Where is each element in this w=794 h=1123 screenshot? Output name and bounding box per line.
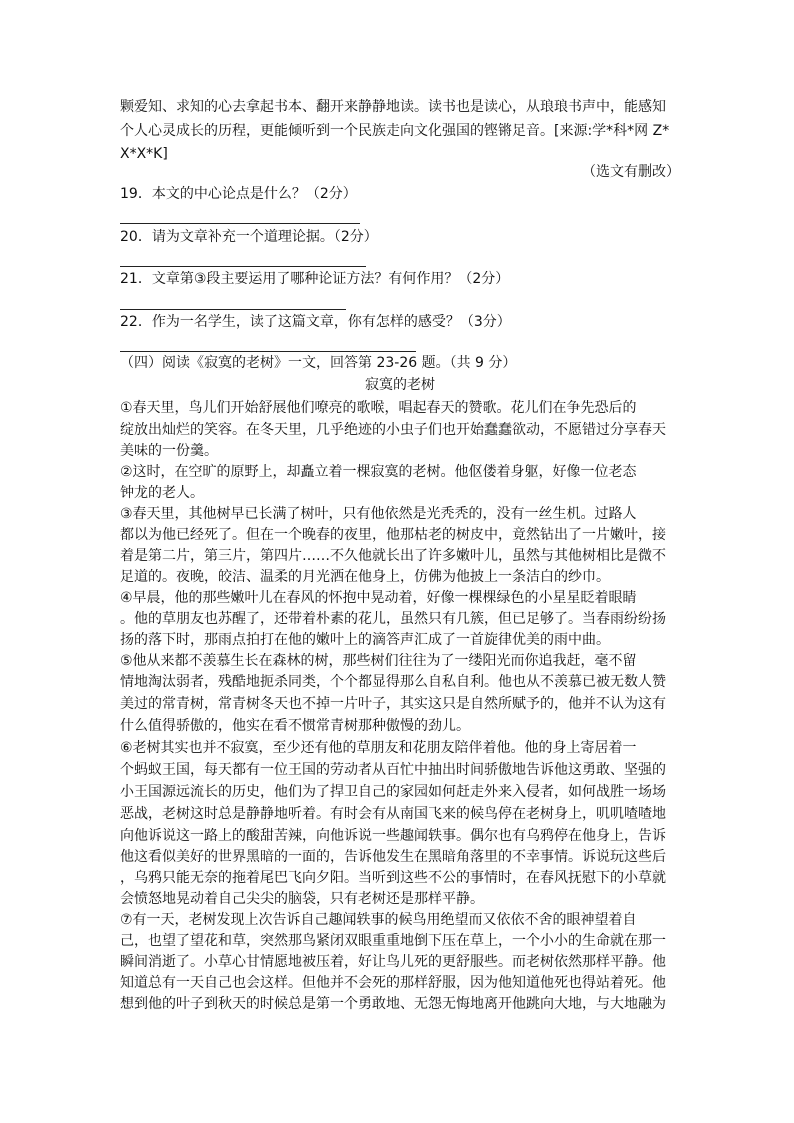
article-line: 美过的常青树，常青树冬天也不掉一片叶子，其实这只是自然所赋予的，他并不认为这有 — [120, 696, 666, 712]
article-line: 向他诉说这一路上的酸甜苦辣，向他诉说一些趣闻轶事。偶尔也有乌鸦停在他身上，告诉 — [120, 828, 666, 844]
article-line: ②这时，在空旷的原野上，却矗立着一棵寂寞的老树。他伛偻着身躯，好像一位老态 — [120, 464, 637, 480]
article-line: ③春天里，其他树早已长满了树叶，只有他依然是光秃秃的，没有一丝生机。过路人 — [120, 506, 637, 522]
answer-line-19[interactable] — [120, 223, 360, 224]
article-line: 绽放出灿烂的笑容。在冬天里，几乎绝迹的小虫子们也开始蠢蠢欲动，不愿错过分享春天 — [120, 422, 666, 438]
article-line: 恶战，老树这时总是静静地听着。有时会有从南国飞来的候鸟停在老树身上，叽叽喳喳地 — [120, 806, 666, 822]
article-line: 着是第二片，第三片，第四片……不久他就长出了许多嫩叶儿，虽然与其他树相比是微不 — [120, 548, 666, 564]
article-line: 想到他的叶子到秋天的时候总是第一个勇敢地、无怨无悔地离开他跳向大地，与大地融为 — [120, 996, 666, 1012]
answer-line-20[interactable] — [120, 266, 366, 267]
answer-line-22[interactable] — [120, 351, 416, 352]
answer-line-21[interactable] — [120, 309, 346, 310]
article-line: 扬的落下时，那雨点拍打在他的嫩叶上的滴答声汇成了一首旋律优美的雨中曲。 — [120, 632, 610, 648]
article-line: ①春天里，鸟儿们开始舒展他们嘹亮的歌喉，唱起春天的赞歌。花儿们在争先恐后的 — [120, 400, 637, 416]
intro-line: 颗爱知、求知的心去拿起书本、翻开来静静地读。读书也是读心，从琅琅书声中，能感知 — [120, 99, 666, 115]
article-line: 小王国源远流长的历史，他们为了捍卫自己的家园如何赶走外来入侵者，如何战胜一场场 — [120, 784, 666, 800]
question-20: 20．请为文章补充一个道理论据。（2分） — [120, 229, 378, 245]
article-line: 知道总有一天自己也会这样。但他并不会死的那样舒服，因为他知道他死也得站着死。他 — [120, 975, 666, 991]
article-line: 情地淘汰弱者，残酷地扼杀同类，个个都显得那么自私自利。他也从不羡慕已被无数人赞 — [120, 674, 666, 690]
intro-line: X*X*K] — [120, 146, 168, 162]
article-line: 都以为他已经死了。但在一个晚春的夜里，他那枯老的树皮中，竟然钻出了一片嫩叶，接 — [120, 527, 666, 543]
article-line: 什么值得骄傲的，他实在看不惯常青树那种傲慢的劲儿。 — [120, 718, 470, 734]
article-line: ⑤他从来都不羡慕生长在森林的树，那些树们往往为了一缕阳光而你追我赶，毫不留 — [120, 653, 637, 669]
question-21: 21．文章第③段主要运用了哪种论证方法？有何作用？（2分） — [120, 271, 510, 287]
question-19: 19．本文的中心论点是什么？（2分） — [120, 186, 357, 202]
article-title: 寂寞的老树 — [365, 377, 435, 393]
article-line: ④早晨，他的那些嫩叶儿在春风的怀抱中晃动着，好像一棵棵绿色的小星星眨着眼睛 — [120, 590, 637, 606]
article-line: ⑥老树其实也并不寂寞，至少还有他的草朋友和花朋友陪伴着他。他的身上寄居着一 — [120, 740, 637, 756]
article-line: 足道的。夜晚，皎洁、温柔的月光洒在他身上，仿佛为他披上一条洁白的纱巾。 — [120, 569, 610, 585]
intro-line: 个人心灵成长的历程，更能倾听到一个民族走向文化强国的铿锵足音。[来源:学*科*网 Z* — [120, 123, 670, 139]
section-heading: （四）阅读《寂寞的老树》一文，回答第 23-26 题。（共 9 分） — [120, 355, 517, 371]
article-line: ，乌鸦只能无奈的拖着尾巴飞向夕阳。当听到这些不公的事情时，在春风抚慰下的小草就 — [120, 870, 666, 886]
article-line: 。他的草朋友也苏醒了，还带着朴素的花儿，虽然只有几簇，但已足够了。当春雨纷纷扬 — [120, 611, 666, 627]
article-line: ⑦有一天，老树发现上次告诉自己趣闻轶事的候鸟用绝望而又依依不舍的眼神望着自 — [120, 912, 637, 928]
article-line: 他这看似美好的世界黑暗的一面的，告诉他发生在黑暗角落里的不幸事情。诉说玩这些后 — [120, 849, 666, 865]
article-line: 个蚂蚁王国，每天都有一位王国的劳动者从百忙中抽出时间骄傲地告诉他这勇敢、坚强的 — [120, 762, 666, 778]
article-line: 己，也望了望花和草，突然那鸟紧闭双眼重重地倒下压在草上，一个小小的生命就在那一 — [120, 933, 666, 949]
source-note: （选文有删改） — [582, 164, 680, 180]
article-line: 钟龙的老人。 — [120, 485, 204, 501]
question-22: 22．作为一名学生，读了这篇文章，你有怎样的感受？（3分） — [120, 314, 511, 330]
article-line: 瞬间消逝了。小草心甘情愿地被压着，好让鸟儿死的更舒服些。而老树依然那样平静。他 — [120, 954, 666, 970]
article-line: 美味的一份羹。 — [120, 443, 218, 459]
article-line: 会愤怒地晃动着自己尖尖的脑袋，只有老树还是那样平静。 — [120, 891, 484, 907]
